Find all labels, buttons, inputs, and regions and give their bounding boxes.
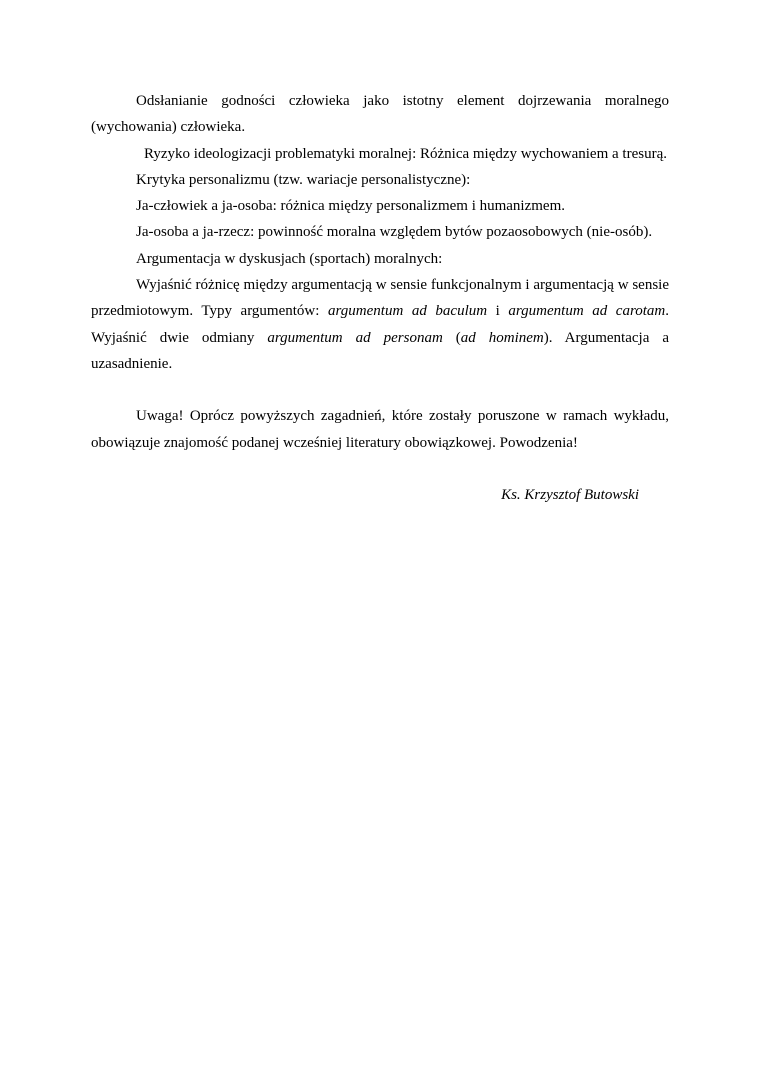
topic-personalism-critique: Krytyka personalizmu (tzw. wariacje personalistyczne): (136, 171, 471, 188)
argument-text-4: ( (442, 329, 461, 346)
argument-text-5: ). Argumentacja a uzasadnienie. (91, 329, 669, 372)
topic-argument-types (91, 272, 669, 377)
author-signature: Ks. Krzysztof Butowski (501, 486, 639, 503)
topic-argumentation: Argumentacja w dyskusjach (sportach) moralnych: (136, 250, 443, 267)
argument-term-carotam: argumentum ad carotam (508, 303, 666, 320)
closing-note: Uwaga! Oprócz powyższych zagadnień, które zostały poruszone w ramach wykładu, obowiązuje znajomość podanej wcześniej literatury obowiązkowej. Powodzenia! (91, 408, 669, 451)
document-body (91, 88, 669, 508)
argument-term-hominem: ad hominem (460, 329, 544, 346)
argument-term-personam: argumentum ad personam (267, 329, 443, 346)
argument-text-1: Wyjaśnić różnicę między argumentacją w sensie funkcjonalnym i argumentacją w sensie przedmiotowym. Typy argumentów: (91, 277, 669, 320)
topic-dignity: Odsłanianie godności człowieka jako istotny element dojrzewania moralnego (wychowania) człowieka. (91, 93, 669, 136)
argument-term-baculum: argumentum ad baculum (328, 303, 488, 320)
topic-person-vs-thing: Ja-osoba a ja-rzecz: powinność moralna względem bytów pozaosobowych (nie-osób). (136, 224, 653, 241)
argument-text-2: i (487, 303, 509, 320)
topic-human-vs-person: Ja-człowiek a ja-osoba: różnica między personalizmem i humanizmem. (136, 198, 566, 215)
argument-text-3: . Wyjaśnić dwie odmiany (91, 303, 669, 346)
spacer (91, 377, 669, 403)
topic-ideologization: Ryzyko ideologizacji problematyki moralnej: Różnica między wychowaniem a tresurą. (144, 145, 667, 162)
